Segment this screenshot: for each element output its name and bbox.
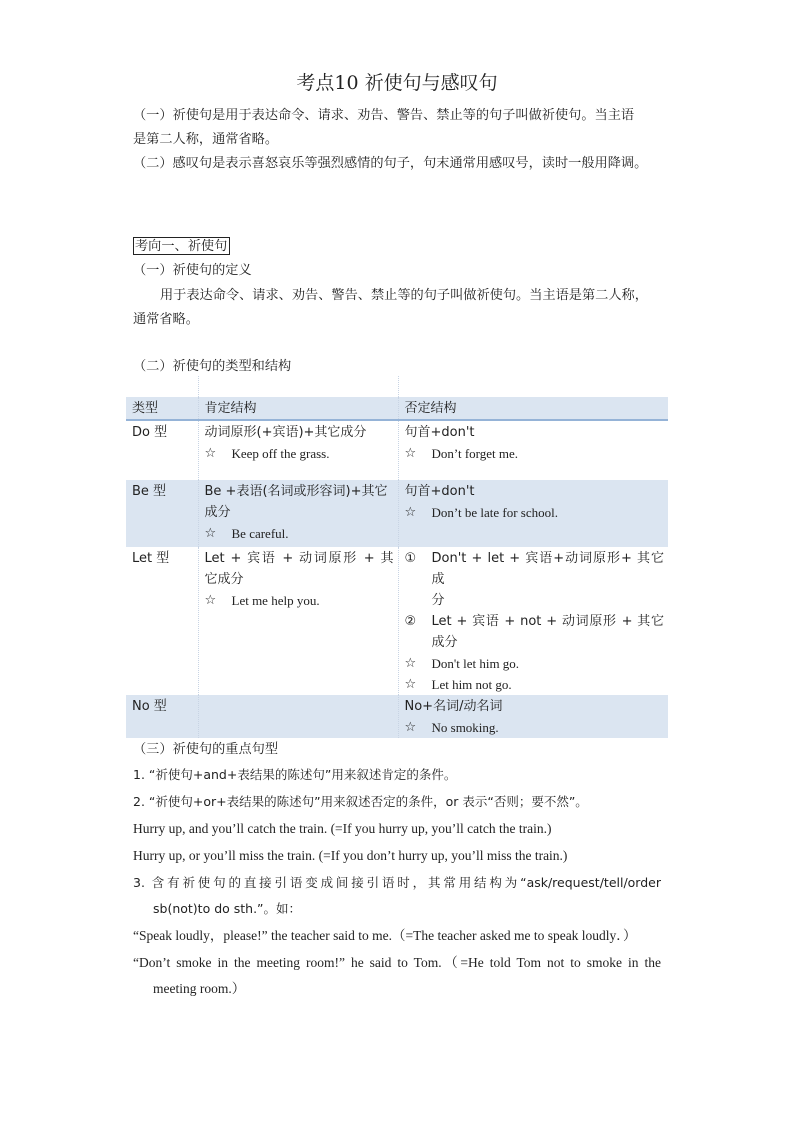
definition-line-1: 用于表达命令、请求、劝告、警告、禁止等的句子叫做祈使句。当主语是第二人称， [160,288,648,303]
key-patterns-heading: （三）祈使句的重点句型 [133,742,279,757]
table-top-gridline [398,376,399,397]
section-heading [133,237,230,257]
definition-line-2: 通常省略。 [133,312,199,327]
star-icon: ☆ [204,526,217,541]
structure-text: 句首+don't [404,425,475,440]
imperative-types-table [126,397,668,738]
structure-text: Let + 宾语 + not + 动词原形 + 其它 [431,614,664,629]
example-item [405,674,665,695]
intro-paragraph-1-line-1: （一）祈使句是用于表达命令、请求、劝告、警告、禁止等的句子叫做祈使句。当主语 [133,108,635,123]
example-item [205,523,394,544]
structure-text: 成分 [431,635,458,650]
circled-number-1: ① [404,551,417,566]
intro-paragraph-2: （二）感叹句是表示喜怒哀乐等强烈感情的句子，句末通常用感叹号，读时一般用降调。 [133,156,648,171]
star-icon: ☆ [204,593,217,608]
example-item [405,502,665,523]
example-item [405,443,665,464]
pattern-item-3-line-2: sb(not)to do sth.”。如： [153,901,302,916]
table-header-cell: 否定结构 [398,397,668,420]
table-header-cell: 类型 [126,397,198,420]
pattern-item-3-line-1: 3. 含有祈使句的直接引语变成间接引语时，其常用结构为“ask/request/tell/order [133,875,661,890]
structure-text: Be +表语(名词或形容词)+其它 [204,484,388,499]
example-item [405,653,665,674]
structure-text: No+名词/动名词 [404,699,503,714]
star-icon: ☆ [404,446,417,461]
definition-heading: （一）祈使句的定义 [133,263,252,278]
table-row [126,480,668,547]
page-title: 考点10 祈使句与感叹句 [296,72,498,94]
table-row [126,695,668,738]
example-text: Keep off the grass. [231,446,330,461]
example-sentence-4-line-2: meeting room.） [153,981,246,996]
star-icon: ☆ [404,720,417,735]
example-text: Let him not go. [431,677,512,692]
type-cell: Be 型 [126,480,198,547]
table-row [126,420,668,480]
example-sentence-1: Hurry up, and you’ll catch the train. (=If you hurry up, you’ll catch the train.) [133,821,552,836]
structure-text: 成分 [204,505,231,520]
positive-cell [198,547,398,695]
example-sentence-4-line-1: “Don’t smoke in the meeting room!” he said to Tom.（=He told Tom not to smoke in the [133,955,661,970]
star-icon: ☆ [404,677,417,692]
structure-text: 动词原形(+宾语)+其它成分 [204,425,367,440]
example-item [405,717,665,738]
example-item [205,443,394,464]
circled-number-2: ② [404,614,417,629]
example-text: Don’t be late for school. [431,505,558,520]
structure-text: 分 [431,593,445,608]
negative-cell [398,480,668,547]
pattern-item-2: 2. “祈使句+or+表结果的陈述句”用来叙述否定的条件，or 表示“否则；要不然”。 [133,794,588,809]
structure-text: Don't + let + 宾语+动词原形+ 其它成 [431,551,664,587]
negative-cell [398,420,668,480]
type-cell: Let 型 [132,551,170,566]
example-text: No smoking. [431,720,499,735]
positive-cell [198,420,398,480]
intro-paragraph-1-line-2: 是第二人称，通常省略。 [133,132,279,147]
numbered-item [405,611,665,653]
type-cell: Do 型 [132,425,168,440]
structure-text: 它成分 [204,572,244,587]
types-heading: （二）祈使句的类型和结构 [133,359,292,374]
table-header-cell: 肯定结构 [198,397,398,420]
example-sentence-3: “Speak loudly，please!” the teacher said to me.（=The teacher asked me to speak loudly．） [133,928,637,943]
example-text: Be careful. [231,526,289,541]
section-heading-box: 考向一、祈使句 [133,237,230,255]
structure-text: 句首+don't [404,484,475,499]
numbered-item [405,548,665,611]
positive-cell [198,695,398,738]
star-icon: ☆ [404,505,417,520]
positive-cell [198,480,398,547]
table-top-gridline [198,376,199,397]
negative-cell [398,695,668,738]
negative-cell [398,547,668,695]
type-cell: No 型 [126,695,198,738]
example-text: Let me help you. [231,593,320,608]
pattern-item-1: 1. “祈使句+and+表结果的陈述句”用来叙述肯定的条件。 [133,767,457,782]
table-row [126,547,668,695]
example-sentence-2: Hurry up, or you’ll miss the train. (=If you don’t hurry up, you’ll miss the train.) [133,848,568,863]
structure-text: Let + 宾语 + 动词原形 + 其 [204,551,394,566]
example-item [205,590,394,611]
star-icon: ☆ [204,446,217,461]
star-icon: ☆ [404,656,417,671]
example-text: Don’t forget me. [431,446,519,461]
example-text: Don't let him go. [431,656,520,671]
table-header-row [126,397,668,420]
